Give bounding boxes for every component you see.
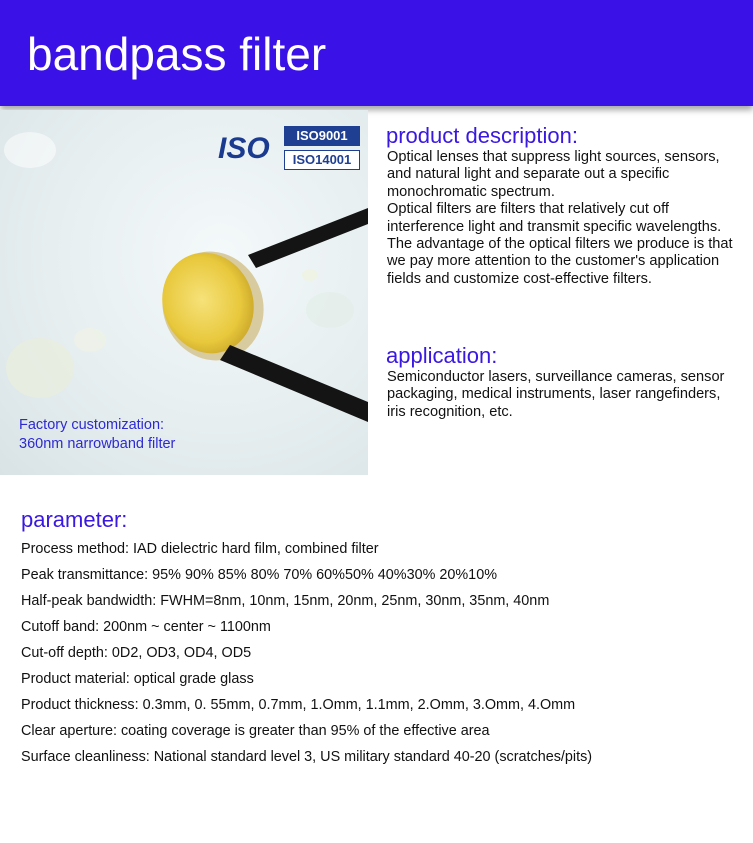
caption-line-1: Factory customization: [19,417,165,433]
parameter-product-material: Product material: optical grade glass [21,671,254,687]
parameter-peak-transmittance: Peak transmittance: 95% 90% 85% 80% 70% 60%50% 40%30% 20%10% [21,567,497,583]
iso9001-badge: ISO9001 [284,126,360,146]
parameter-half-peak-bandwidth: Half-peak bandwidth: FWHM=8nm, 10nm, 15nm, 20nm, 25nm, 30nm, 35nm, 40nm [21,593,550,609]
iso14001-badge: ISO14001 [284,150,360,170]
parameter-cutoff-depth: Cut-off depth: 0D2, OD3, OD4, OD5 [21,645,252,661]
parameter-surface-cleanliness: Surface cleanliness: National standard level 3, US military standard 40-20 (scratches/pits) [21,749,593,765]
parameter-heading: parameter: [21,507,128,532]
page-title: bandpass filter [27,28,327,80]
application-text: Semiconductor lasers, surveillance cameras, sensor packaging, medical instruments, laser rangefinders, iris recognition, etc. [387,369,725,420]
caption-line-2: 360nm narrowband filter [19,436,176,452]
photo-caption [19,416,249,454]
description-paragraph-1: Optical lenses that suppress light sources, sensors, and natural light and separate out a specific monochromatic spectrum. [387,149,720,200]
iso-globe-icon: ISO [218,132,270,165]
parameter-product-thickness: Product thickness: 0.3mm, 0. 55mm, 0.7mm, 1.Omm, 1.1mm, 2.Omm, 3.Omm, 4.Omm [21,697,576,713]
header-banner [0,0,753,106]
parameter-process-method: Process method: IAD dielectric hard film, combined filter [21,541,379,557]
description-paragraph-2: Optical filters are filters that relatively cut off interference light and transmit specific wavelengths. The advantage of the optical filters we produce is that we pay more attention to the customer's application fields and customize cost-effective filters. [387,201,733,287]
iso-certification-logo [218,124,364,176]
parameter-list [21,536,741,770]
product-description-text [387,149,743,288]
parameter-cutoff-band: Cutoff band: 200nm ~ center ~ 1100nm [21,619,271,635]
product-description-heading: product description: [386,123,578,148]
application-heading: application: [386,343,498,368]
parameter-clear-aperture: Clear aperture: coating coverage is greater than 95% of the effective area [21,723,490,739]
